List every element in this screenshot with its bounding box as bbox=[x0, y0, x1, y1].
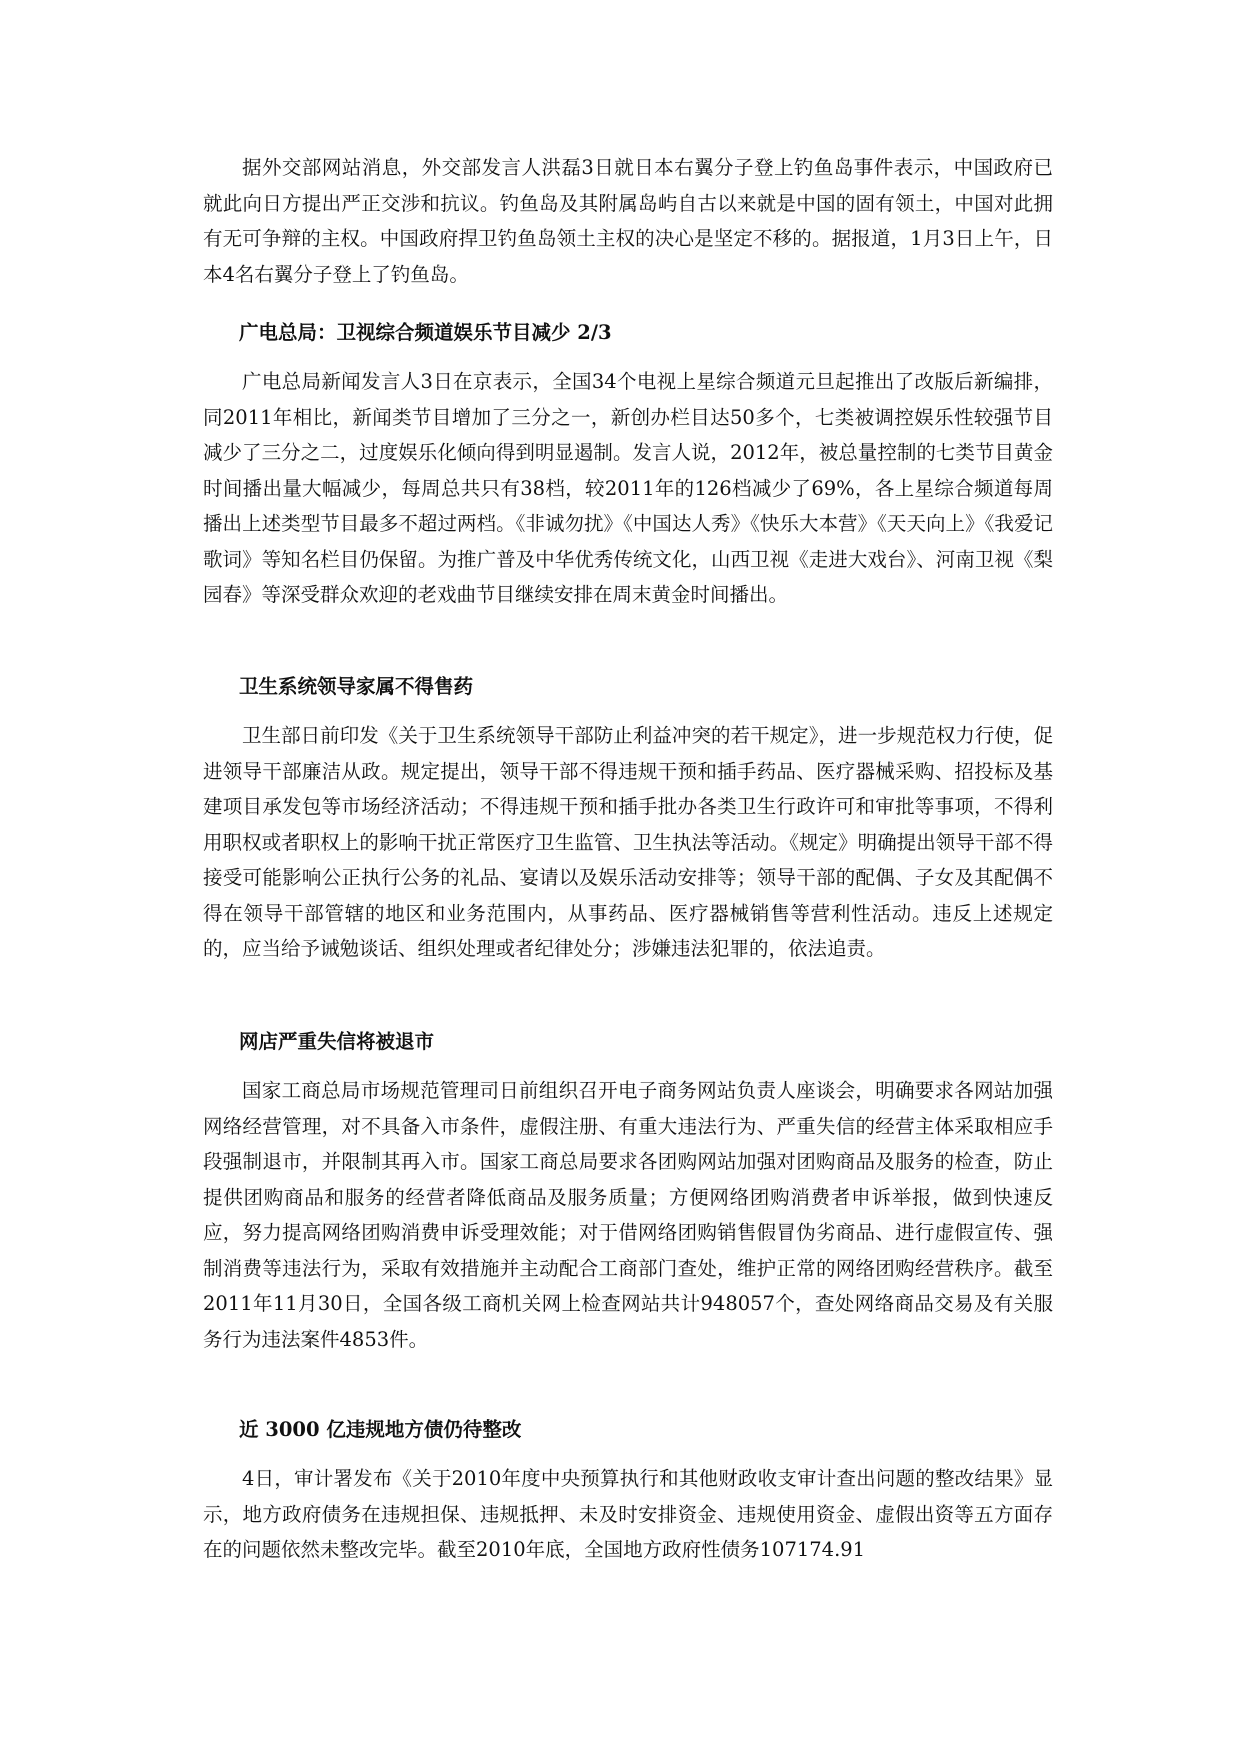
section-paragraph: 国家工商总局市场规范管理司日前组织召开电子商务网站负责人座谈会，明确要求各网站加强网络经营管理，对不具备入市条件，虚假注册、有重大违法行为、严重失信的经营主体采取相应手段强制退市，并限制其再入市。国家工商总局要求各团购网站加强对团购商品及服务的检查，防止提供团购商品和服务的经营者降低商品及服务质量；方便网络团购消费者申诉举报，做到快速反应，努力提高网络团购消费申诉受理效能；对于借网络团购销售假冒伪劣商品、进行虚假宣传、强制消费等违法行为，采取有效措施并主动配合工商部门查处，维护正常的网络团购经营秩序。截至2011年11月30日，全国各级工商机关网上检查网站共计948057个，查处网络商品交易及有关服务行为违法案件4853件。 bbox=[203, 1079, 1053, 1351]
section-paragraph: 卫生部日前印发《关于卫生系统领导干部防止利益冲突的若干规定》，进一步规范权力行使，促进领导干部廉洁从政。规定提出，领导干部不得违规干预和插手药品、医疗器械采购、招投标及基建项目承发包等市场经济活动；不得违规干预和插手批办各类卫生行政许可和审批等事项，不得利用职权或者职权上的影响干扰正常医疗卫生监管、卫生执法等活动。《规定》明确提出领导干部不得接受可能影响公正执行公务的礼品、宴请以及娱乐活动安排等；领导干部的配偶、子女及其配偶不得在领导干部管辖的地区和业务范围内，从事药品、医疗器械销售等营利性活动。违反上述规定的，应当给予诫勉谈话、组织处理或者纪律处分；涉嫌违法犯罪的，依法追责。 bbox=[203, 724, 1053, 960]
section-heading: 近 3000 亿违规地方债仍待整改 bbox=[239, 1418, 522, 1441]
section-heading: 广电总局：卫视综合频道娱乐节目减少 2/3 bbox=[239, 321, 612, 344]
intro-paragraph: 据外交部网站消息，外交部发言人洪磊3日就日本右翼分子登上钓鱼岛事件表示，中国政府已就此向日方提出严正交涉和抗议。钓鱼岛及其附属岛屿自古以来就是中国的固有领土，中国对此拥有无可争辩的主权。中国政府捍卫钓鱼岛领土主权的决心是坚定不移的。据报道，1月3日上午，日本4名右翼分子登上了钓鱼岛。 bbox=[203, 156, 1053, 286]
section-heading: 卫生系统领导家属不得售药 bbox=[239, 675, 474, 698]
section-heading: 网店严重失信将被退市 bbox=[239, 1030, 435, 1053]
section-paragraph: 广电总局新闻发言人3日在京表示，全国34个电视上星综合频道元旦起推出了改版后新编排，同2011年相比，新闻类节目增加了三分之一，新创办栏目达50多个，七类被调控娱乐性较强节目减少了三分之二，过度娱乐化倾向得到明显遏制。发言人说，2012年，被总量控制的七类节目黄金时间播出量大幅减少，每周总共只有38档，较2011年的126档减少了69%，各上星综合频道每周播出上述类型节目最多不超过两档。《非诚勿扰》《中国达人秀》《快乐大本营》《天天向上》《我爱记歌词》等知名栏目仍保留。为推广普及中华优秀传统文化，山西卫视《走进大戏台》、河南卫视《梨园春》等深受群众欢迎的老戏曲节目继续安排在周末黄金时间播出。 bbox=[203, 370, 1053, 606]
section-paragraph: 4日，审计署发布《关于2010年度中央预算执行和其他财政收支审计查出问题的整改结果》显示，地方政府债务在违规担保、违规抵押、未及时安排资金、违规使用资金、虚假出资等五方面存在的问题依然未整改完毕。截至2010年底，全国地方政府性债务107174.91 bbox=[203, 1467, 1053, 1561]
